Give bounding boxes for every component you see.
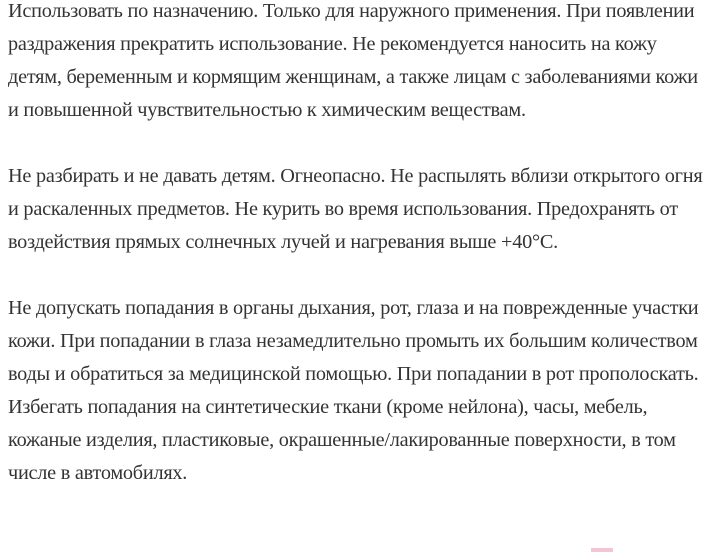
decorative-mark	[591, 548, 613, 552]
paragraph-usage-warning: Использовать по назначению. Только для наружного применения. При появлении раздражения прекратить использование. Не рекомендуется наносить на кожу детям, беременным и кормящим женщинам, а также лицам с заболеваниями кожи и повышенной чувствительностью к химическим веществам.	[8, 0, 698, 121]
paragraph-contact-precautions: Не допускать попадания в органы дыхания, рот, глаза и на поврежденные участки кожи. При попадании в глаза незамедлительно промыть их большим количеством воды и обратиться за медицинской помощью. При попадании в рот прополоскать. Избегать попадания на синтетические ткани (кроме нейлона), часы, мебель, кожаные изделия, пластиковые, окрашенные/лакированные поверхности, в том числе в автомобилях.	[8, 297, 699, 484]
paragraph-fire-safety: Не разбирать и не давать детям. Огнеопасно. Не распылять вблизи открытого огня и раскаленных предметов. Не курить во время использования. Предохранять от воздействия прямых солнечных лучей и нагревания выше +40°C.	[8, 165, 703, 253]
document-body	[8, 0, 704, 490]
